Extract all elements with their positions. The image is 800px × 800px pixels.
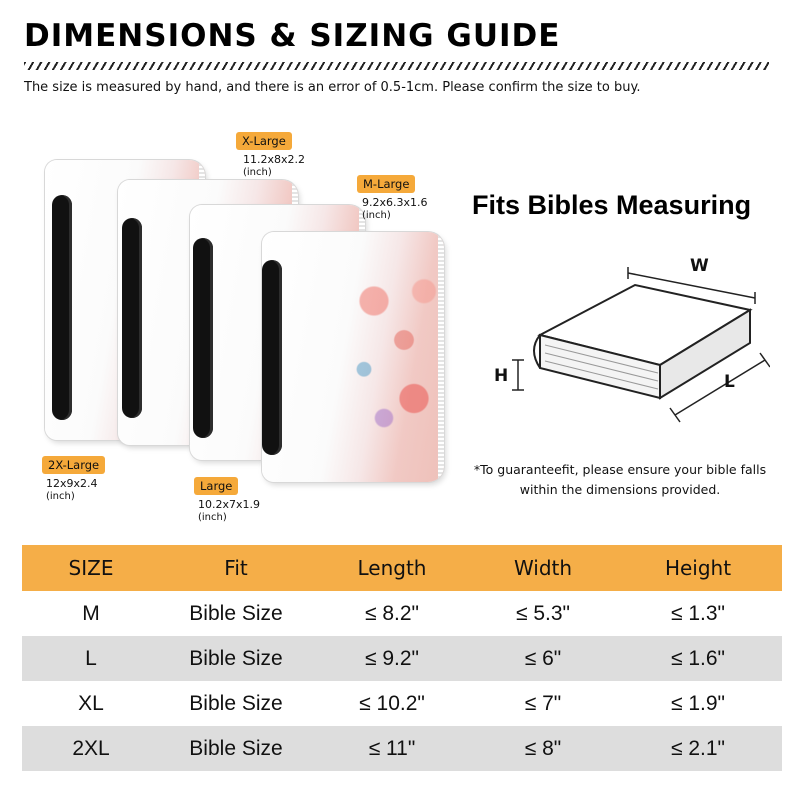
cell-width: ≤ 6" (524, 646, 562, 670)
page-subtitle: The size is measured by hand, and there is an error of 0.5-1cm. Please confirm the size to buy. (24, 80, 641, 95)
size-tag-m-large: M-Large (357, 175, 415, 193)
length-label: L (724, 372, 735, 392)
size-table (22, 545, 782, 771)
size-tag-x-large: X-Large (236, 132, 292, 150)
page-title: DIMENSIONS & SIZING GUIDE (24, 18, 561, 54)
handle (52, 195, 72, 420)
fit-note-line-2: within the dimensions provided. (519, 482, 721, 497)
cell-length: ≤ 11" (368, 736, 416, 760)
zipper (438, 232, 444, 482)
size-dims-2x-large (46, 477, 98, 503)
handle (193, 238, 213, 438)
cell-length: ≤ 8.2" (364, 601, 419, 625)
cell-size: XL (78, 691, 104, 715)
dims-value: 10.2x7x1.9 (198, 498, 261, 511)
table-row (22, 726, 782, 771)
book-dimensions-diagram (500, 250, 770, 430)
dims-unit: (inch) (46, 491, 75, 502)
header-size: SIZE (68, 556, 114, 580)
height-label: H (494, 366, 509, 386)
cover-m-large (262, 232, 444, 482)
fit-note (460, 460, 780, 500)
table-header-row (22, 545, 782, 591)
cell-size: M (82, 601, 100, 625)
size-dims-large (198, 498, 260, 524)
size-dims-x-large (243, 153, 305, 179)
cell-height: ≤ 1.3" (670, 601, 725, 625)
dims-value: 9.2x6.3x1.6 (362, 196, 428, 209)
cell-length: ≤ 9.2" (364, 646, 419, 670)
width-label: W (690, 256, 709, 276)
table-row (22, 681, 782, 726)
dims-value: 11.2x8x2.2 (243, 153, 306, 166)
cell-size: 2XL (72, 736, 110, 760)
dims-value: 12x9x2.4 (46, 477, 98, 490)
dims-unit: (inch) (362, 210, 391, 221)
table-row (22, 591, 782, 636)
cell-fit: Bible Size (189, 601, 283, 625)
size-dims-m-large (362, 196, 428, 222)
header-height: Height (664, 556, 732, 580)
length-tick (670, 408, 680, 422)
cell-fit: Bible Size (189, 736, 283, 760)
table-row (22, 636, 782, 681)
fit-note-line-1: *To guaranteefit, please ensure your bible falls (473, 462, 767, 477)
header-width: Width (513, 556, 573, 580)
fits-title: Fits Bibles Measuring (472, 190, 752, 220)
cell-size: L (85, 646, 97, 670)
header-length: Length (357, 556, 427, 580)
handle (122, 218, 142, 418)
size-tag-2x-large: 2X-Large (42, 456, 105, 474)
cell-width: ≤ 8" (524, 736, 562, 760)
header-fit: Fit (224, 556, 248, 580)
cell-fit: Bible Size (189, 691, 283, 715)
cell-width: ≤ 5.3" (515, 601, 570, 625)
dims-unit: (inch) (243, 167, 272, 178)
dims-unit: (inch) (198, 512, 227, 523)
cell-height: ≤ 1.9" (670, 691, 725, 715)
size-tag-large: Large (194, 477, 238, 495)
length-tick (760, 353, 770, 367)
cell-width: ≤ 7" (524, 691, 562, 715)
cell-height: ≤ 2.1" (670, 736, 725, 760)
handle (262, 260, 282, 455)
cell-length: ≤ 10.2" (359, 691, 425, 715)
cell-fit: Bible Size (189, 646, 283, 670)
floral-pattern (344, 262, 444, 457)
cell-height: ≤ 1.6" (670, 646, 725, 670)
